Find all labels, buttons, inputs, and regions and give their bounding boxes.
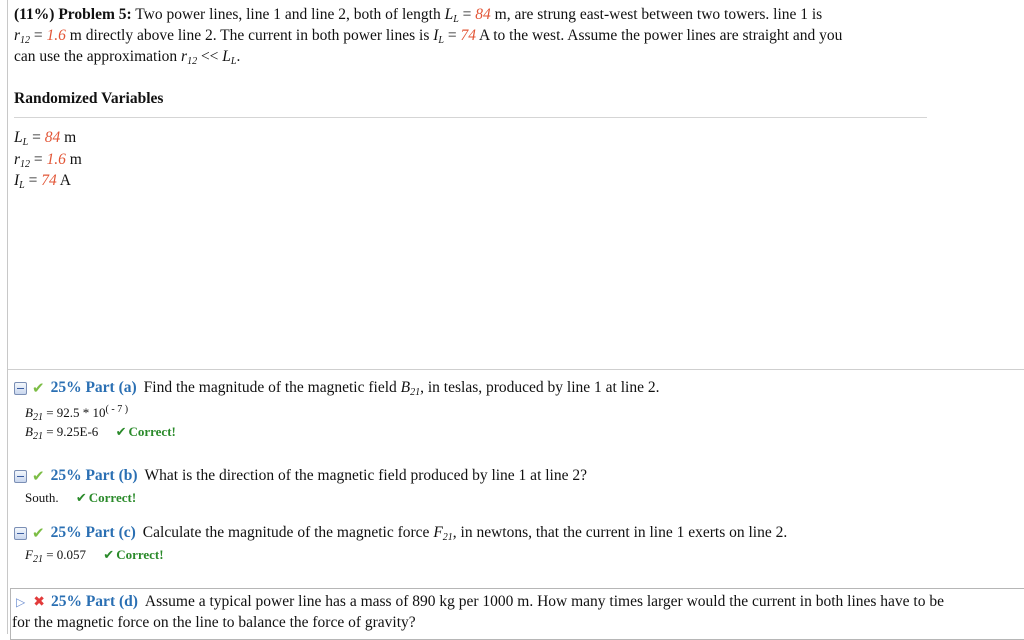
part-b-answer: South. ✔ Correct! [25, 490, 137, 506]
check-icon: ✔ [103, 548, 115, 563]
part-c-answer: $F_{21} = 0.057$ ✔ Correct! [25, 547, 164, 565]
section-divider [8, 369, 1024, 370]
part-a-question: Find the magnitude of the magnetic field $B_{21}$, in teslas, produced by line 1 at line 2. [143, 379, 660, 398]
part-a-header[interactable] [14, 377, 659, 399]
part-b-question: What is the direction of the magnetic field produced by line 1 at line 2? [144, 467, 587, 484]
randomized-variables-heading: Randomized Variables [14, 90, 164, 107]
part-c-question: Calculate the magnitude of the magnetic force $F_{21}$, in newtons, that the current in line 1 exerts on line 2. [142, 524, 788, 543]
problem-line-2: $r_{12} = 1.6$ m directly above line 2. The current in both power lines is $I_L = 74$ A to the west. Assume the power lines are straight and you [14, 27, 843, 46]
problem-line-3: can use the approximation $r_{12} << L_L$. [14, 48, 241, 67]
expand-arrow-icon[interactable]: ▷ [16, 595, 26, 609]
check-icon: ✔ [115, 425, 127, 440]
divider [14, 117, 927, 118]
part-b-label[interactable]: 25% Part (b) [50, 467, 138, 484]
var-LL: $L_L$ [444, 6, 459, 25]
var-r12-value: 1.6 [46, 27, 66, 44]
part-b-status: ✔ Correct! [75, 490, 137, 506]
var-r12: $r_{12}$ [14, 27, 31, 46]
part-a-answer-expression: $B_{21} = 92.5 * 10^{( - 7 )}$ [25, 404, 129, 423]
check-icon: ✔ [75, 491, 87, 506]
problem-number: (11%) Problem 5: [14, 6, 132, 23]
problem-line-1: (11%) Problem 5: Two power lines, line 1 and line 2, both of length $L_L = 84$ m, are strung east-west between two towers. line 1 is [14, 6, 823, 25]
var-LL-value: 84 [475, 6, 491, 23]
var-IL: $I_L$ [433, 27, 444, 46]
randomized-variables-list [14, 127, 82, 192]
problem-text-3: can use the approximation [14, 48, 178, 65]
problem-text-2b: A to the west. Assume the power lines are straight and you [479, 27, 843, 44]
problem-text-2: m directly above line 2. The current in both power lines is [69, 27, 430, 44]
part-d-header[interactable] [16, 591, 1024, 613]
collapse-icon[interactable] [14, 382, 27, 395]
part-d-label[interactable]: 25% Part (d) [50, 593, 138, 610]
check-icon: ✔ [32, 379, 45, 397]
rv-item-IL: $I_L = 74$ A [14, 172, 71, 191]
cross-icon: ✖ [33, 594, 45, 610]
var-IL-value: 74 [460, 27, 476, 44]
part-b [14, 465, 587, 508]
part-d [12, 591, 1024, 633]
part-a-label[interactable]: 25% Part (a) [50, 379, 137, 396]
part-c [14, 522, 787, 565]
part-a-status: ✔ Correct! [115, 424, 176, 440]
part-d-question-line1: Assume a typical power line has a mass of 890 kg per 1000 m. How many times larger would the current in both lines have to be [144, 593, 944, 610]
problem-statement [14, 4, 1014, 67]
rv-item-LL: $L_L = 84$ m [14, 129, 77, 148]
part-c-header[interactable] [14, 522, 787, 544]
problem-text-1a: Two power lines, line 1 and line 2, both of length [135, 6, 441, 23]
approx-r12: $r_{12}$ [181, 48, 198, 67]
problem-text-1b: , are strung east-west between two towers. line 1 is [506, 6, 823, 23]
left-frame-border [7, 0, 8, 634]
collapse-icon[interactable] [14, 527, 27, 540]
part-d-question-line2: for the magnetic force on the line to balance the force of gravity? [12, 614, 416, 631]
part-c-label[interactable]: 25% Part (c) [50, 524, 136, 541]
check-icon: ✔ [32, 467, 45, 485]
rv-item-r12: $r_{12} = 1.6$ m [14, 150, 82, 170]
check-icon: ✔ [32, 524, 45, 542]
part-a [14, 377, 659, 442]
approx-LL: $L_L$ [222, 48, 237, 67]
part-c-status: ✔ Correct! [103, 547, 164, 563]
approx-symbol: << [200, 48, 219, 65]
part-a-answer-value: $B_{21} = 9.25E-6$ ✔ Correct! [25, 424, 176, 442]
unit-m: m [494, 6, 507, 23]
part-b-header[interactable] [14, 465, 587, 487]
collapse-icon[interactable] [14, 470, 27, 483]
